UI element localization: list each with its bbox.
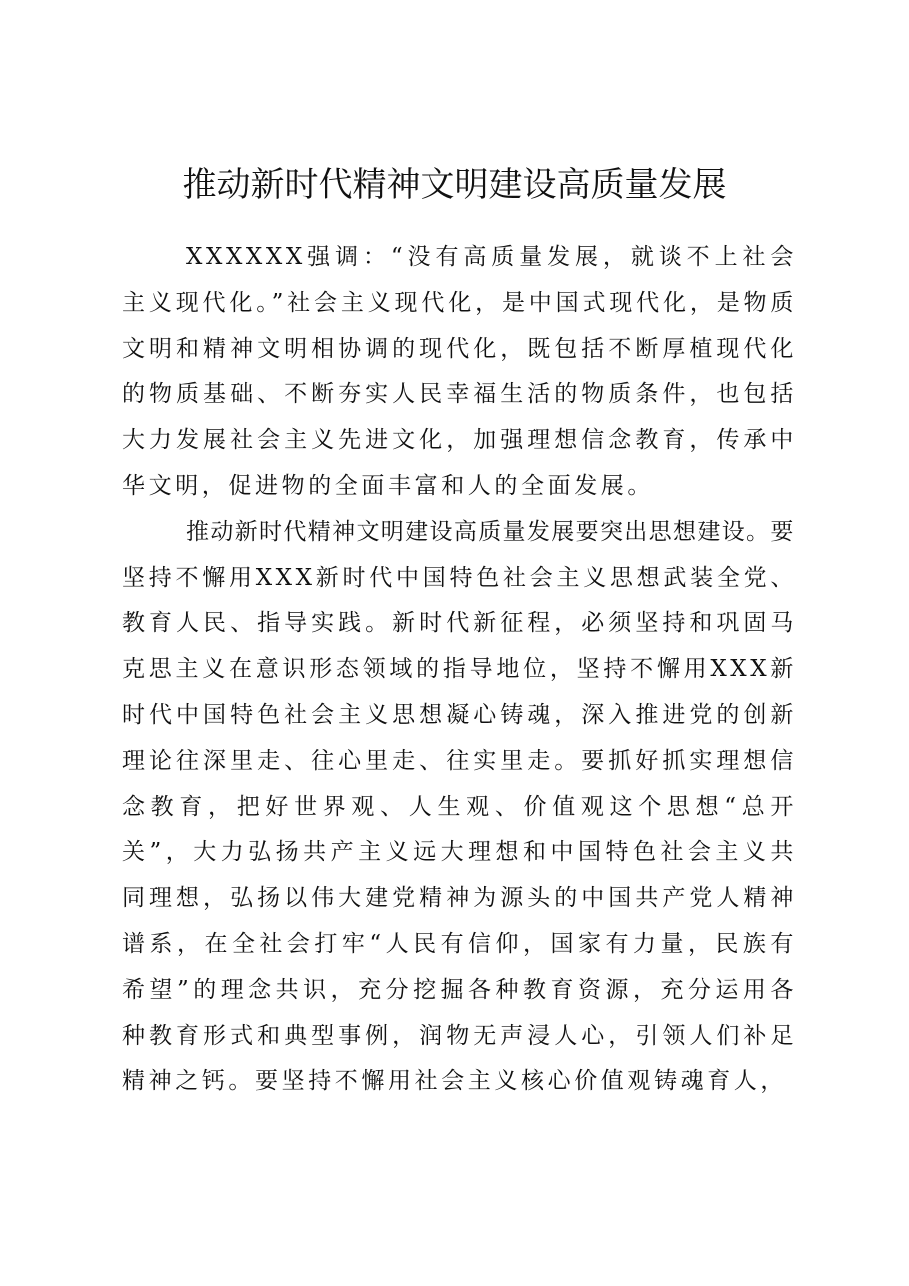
- paragraph-2-text: 要坚持不懈用XXX新时代中国特色社会主义思想武装全党、教育人民、指导实践。新时代新征程，必须坚持和巩固马克思主义在意识形态领域的指导地位，坚持不懈用XXX新时代中国特色社会主义思想凝心铸魂，深入推进党的创新理论往深里走、往心里走、往实里走。要抓好抓实理想信念教育，把好世界观、人生观、价值观这个思想“总开关”，大力弘扬共产主义远大理想和中国特色社会主义共同理想，弘扬以伟大建党精神为源头的中国共产党人精神谱系，在全社会打牢“人民有信仰，国家有力量，民族有希望”的理念共识，充分挖掘各种教育资源，充分运用各种教育形式和典型事例，润物无声浸人心，引领人们补足精神之钙。要坚持不懈用社会主义核心价值观铸魂育人，: [122, 518, 797, 1095]
- document-title: 推动新时代精神文明建设高质量发展: [182, 165, 727, 205]
- paragraph-2-lead-sentence: 推动新时代精神文明建设高质量发展要突出思想建设。: [186, 518, 771, 545]
- paragraph-1-text: XXXXXX强调：“没有高质量发展，就谈不上社会主义现代化。”社会主义现代化，是中国式现代化，是物质文明和精神文明相协调的现代化，既包括不断厚植现代化的物质基础、不断夯实人民幸福生活的物质条件，也包括大力发展社会主义先进文化，加强理想信念教育，传承中华文明，促进物的全面丰富和人的全面发展。: [122, 244, 797, 499]
- paragraph-1: [122, 235, 797, 510]
- paragraph-2: [122, 510, 797, 1105]
- document-body: [122, 235, 797, 1105]
